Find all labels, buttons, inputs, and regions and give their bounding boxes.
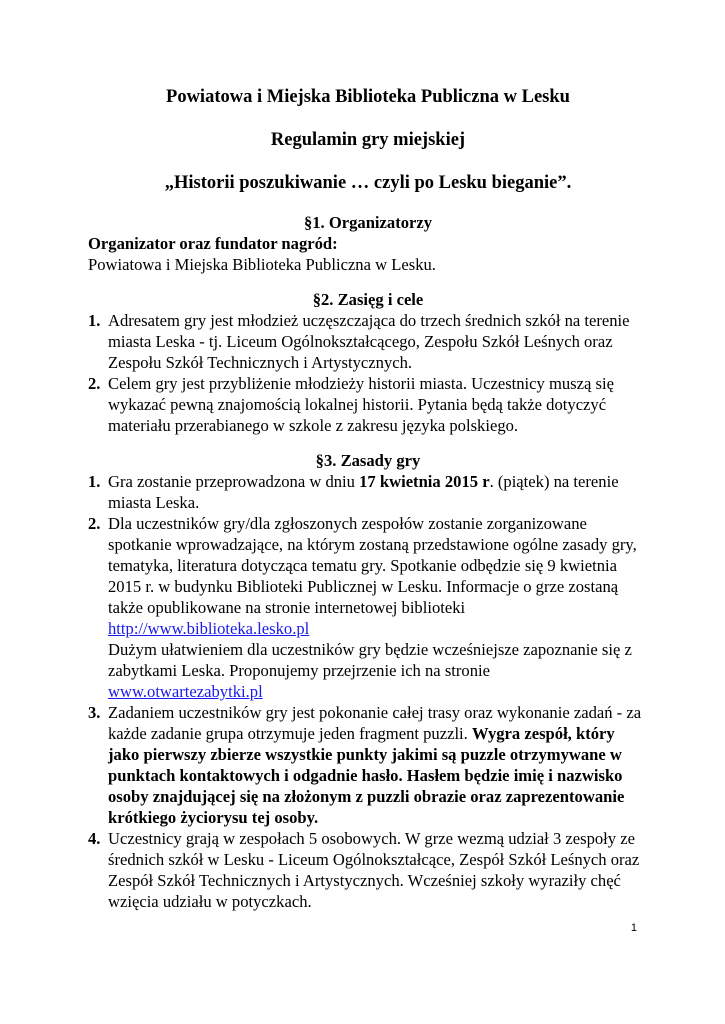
section-rules [88,450,648,912]
monuments-website-link[interactable]: www.otwartezabytki.pl [108,682,263,701]
organizer-name: Powiatowa i Miejska Biblioteka Publiczna w Lesku. [88,255,436,274]
winning-rule-text: Wygra zespół, który jako pierwszy zbierze wszystkie punkty jakimi są puzzle otrzymywane w punktach kontaktowych i odgadnie hasło. Hasłem będzie imię i nazwisko osoby znajdującej się na złożonym z puzzli obrazie oraz zaprezentowanie krótkiego życiorysu tej osoby. [108,724,625,827]
section-scope [88,289,648,436]
item-text: Dla uczestników gry/dla zgłoszonych zespołów zostanie zorganizowane spotkanie wprowadzające, na którym zostaną przedstawione ogólne zasady gry, tematyka, literatura dotycząca tematu gry. Spotkanie odbędzie się 9 kwietnia 2015 r. w budynku Biblioteki Publicznej w Lesku. Informacje o grze zostaną także opublikowane na stronie internetowej biblioteki [108,514,637,617]
item-text: . (piątek) na terenie miasta Leska. [108,472,619,512]
list-item [88,702,648,828]
item-text: Adresatem gry jest młodzież uczęszczająca do trzech średnich szkół na terenie miasta Leska - tj. Liceum Ogólnokształcącego, Zespołu Szkół Leśnych oraz Zespołu Szkół Technicznych i Artystycznych. [108,311,630,372]
document-title: Regulamin gry miejskiej [270,130,466,150]
list-item [88,310,648,373]
section-heading: §3. Zasady gry [315,451,421,470]
library-website-link[interactable]: http://www.biblioteka.lesko.pl [108,619,310,638]
document-content [88,86,648,912]
item-text: Gra zostanie przeprowadzona w dniu [108,472,360,491]
list-item [88,513,648,702]
section-heading: §1. Organizatorzy [303,213,433,232]
section-heading: §2. Zasięg i cele [312,290,424,309]
organizer-label: Organizator oraz fundator nagród: [88,234,338,253]
item-text: Celem gry jest przybliżenie młodzieży historii miasta. Uczestnicy muszą się wykazać pewną znajomością lokalnej historii. Pytania będą także dotyczyć materiału przerabianego w szkole z zakresu języka polskiego. [108,374,614,435]
item-number: 1. [88,472,101,491]
scope-list [88,310,648,436]
rules-list [88,471,648,912]
item-text: Dużym ułatwieniem dla uczestników gry będzie wcześniejsze zapoznanie się z zabytkami Leska. Proponujemy przejrzenie ich na stronie [108,640,632,680]
section-organizers [88,212,648,275]
item-number: 2. [88,374,101,393]
page-number: 1 [630,922,637,934]
list-item [88,828,648,912]
item-number: 3. [88,703,101,722]
list-item [88,471,648,513]
item-number: 2. [88,514,101,533]
game-title: „Historii poszukiwanie … czyli po Lesku bieganie”. [164,173,572,193]
game-date: 17 kwietnia 2015 r [359,472,490,491]
list-item [88,373,648,436]
item-number: 1. [88,311,101,330]
item-text: Uczestnicy grają w zespołach 5 osobowych. W grze wezmą udział 3 zespoły ze średnich szkół w Lesku - Liceum Ogólnokształcące, Zespół Szkół Leśnych oraz Zespół Szkół Technicznych i Artystycznych. Wcześniej szkoły wyraziły chęć wzięcia udziału w potyczkach. [108,829,640,911]
item-text: Zadaniem uczestników gry jest pokonanie całej trasy oraz wykonanie zadań - za każde zadanie grupa otrzymuje jeden fragment puzzli. [108,703,642,743]
header-title: Powiatowa i Miejska Biblioteka Publiczna w Lesku [166,87,570,107]
item-number: 4. [88,829,101,848]
